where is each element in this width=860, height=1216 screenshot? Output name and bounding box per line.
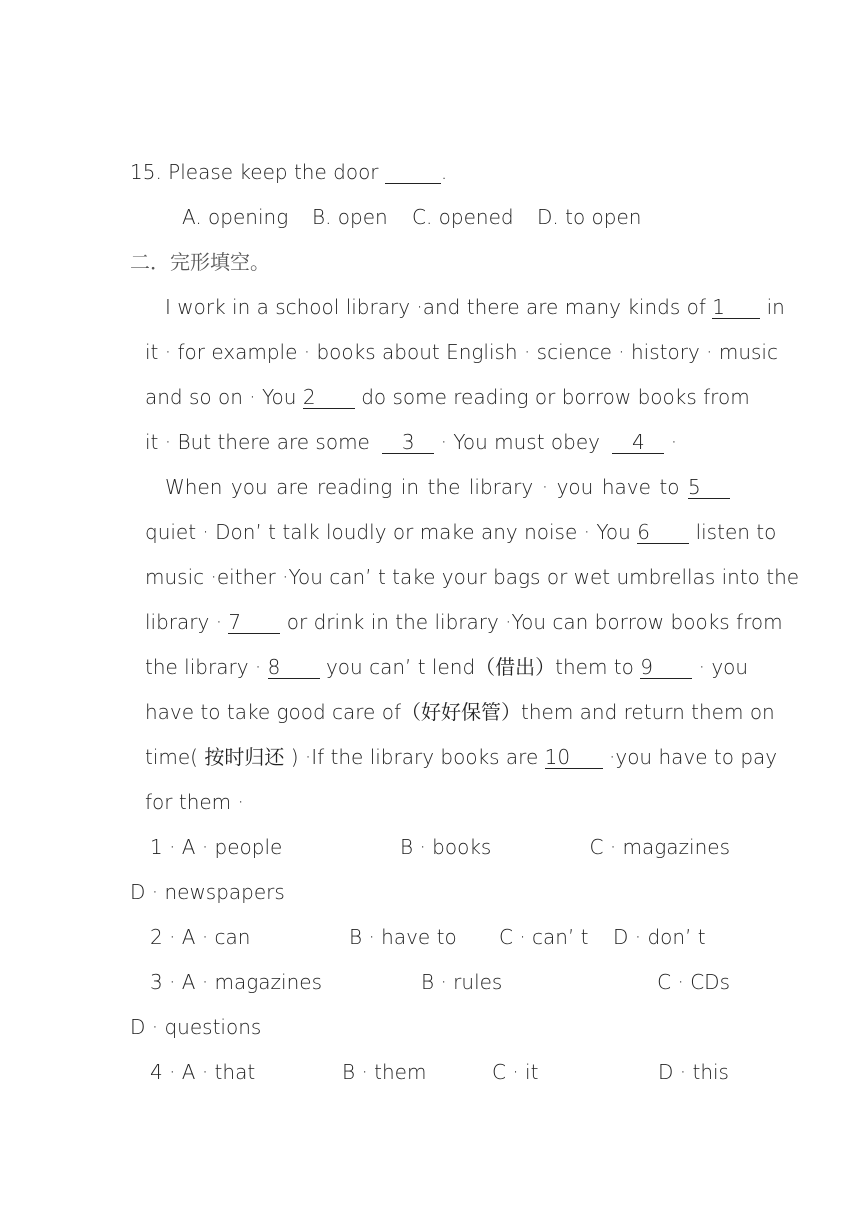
passage-line (145, 652, 749, 682)
question-15-stem (130, 157, 447, 187)
blank-1: 1 (712, 296, 760, 319)
passage-text: or drink in the library ·You can borrow books from (286, 610, 783, 634)
passage-line: for them · (145, 790, 244, 814)
passage-text: · You must obey (440, 430, 600, 454)
choice-4-d: D · this (658, 1060, 729, 1084)
passage-text: I work in a school library ·and there are many kinds of (165, 295, 706, 319)
passage-line (145, 742, 778, 772)
choice-2-b: B · have to (349, 925, 457, 949)
choice-1-c: C · magazines (589, 835, 730, 859)
passage-text: library · (145, 610, 223, 634)
passage-line (145, 382, 750, 412)
passage-text: you can’ t lend（借出）them to (325, 655, 634, 679)
choice-3-c: C · CDs (657, 970, 730, 994)
passage-text: in (766, 295, 785, 319)
option-a: A. opening (182, 205, 289, 229)
passage-text: listen to (695, 520, 777, 544)
blank-6: 6 (637, 521, 689, 544)
choice-3-b: B · rules (421, 970, 503, 994)
blank-9: 9 (640, 656, 692, 679)
option-d: D. to open (537, 205, 642, 229)
passage-line (165, 292, 785, 322)
blank-5: 5 (688, 476, 730, 499)
blank-8: 8 (268, 656, 320, 679)
choice-2-a: 2 · A · can (150, 925, 251, 949)
passage-line (145, 517, 777, 547)
question-15-period: . (440, 160, 448, 184)
passage-text: · (670, 430, 678, 454)
passage-line (145, 607, 783, 637)
passage-line: it · for example · books about English · science · history · music (145, 340, 778, 364)
option-b: B. open (312, 205, 388, 229)
choice-2-c: C · can’ t (499, 925, 589, 949)
passage-text: time( 按时归还 ) ·If the library books are (145, 745, 539, 769)
blank-10: 10 (545, 746, 603, 769)
passage-text: When you are reading in the library · you have to (165, 475, 680, 499)
choice-row-3 (150, 967, 730, 997)
passage-text: do some reading or borrow books from (361, 385, 750, 409)
choice-4-b: B · them (342, 1060, 427, 1084)
section-title: 二．完形填空。 (130, 250, 270, 274)
choice-3-d: D · questions (130, 1015, 262, 1039)
choice-1-a: 1 · A · people (150, 835, 283, 859)
passage-text: the library · (145, 655, 262, 679)
passage-line: have to take good care of（好好保管）them and return them on (145, 700, 775, 724)
choice-4-c: C · it (492, 1060, 539, 1084)
question-15-text: 15. Please keep the door (130, 160, 379, 184)
passage-text: · you (698, 655, 749, 679)
passage-text: and so on · You (145, 385, 297, 409)
passage-line (165, 472, 730, 502)
choice-1-b: B · books (400, 835, 492, 859)
passage-text: quiet · Don’ t talk loudly or make any noise · You (145, 520, 631, 544)
passage-text: ·you have to pay (609, 745, 778, 769)
passage-text: it · But there are some (145, 430, 370, 454)
choice-row-4 (150, 1057, 730, 1087)
blank-2: 2 (303, 386, 355, 409)
blank-7: 7 (228, 611, 280, 634)
question-15-options (182, 202, 642, 232)
option-c: C. opened (412, 205, 514, 229)
passage-line: music ·either ·You can’ t take your bags or wet umbrellas into the (145, 565, 800, 589)
passage-line (145, 427, 677, 457)
choice-row-1 (150, 832, 730, 862)
choice-2-d: D · don’ t (613, 925, 706, 949)
choice-1-d: D · newspapers (130, 880, 285, 904)
choice-row-2 (150, 922, 730, 952)
blank-4: 4 (612, 431, 664, 454)
blank-3: 3 (382, 431, 434, 454)
answer-blank-15 (385, 161, 441, 184)
choice-3-a: 3 · A · magazines (150, 970, 323, 994)
choice-4-a: 4 · A · that (150, 1060, 256, 1084)
